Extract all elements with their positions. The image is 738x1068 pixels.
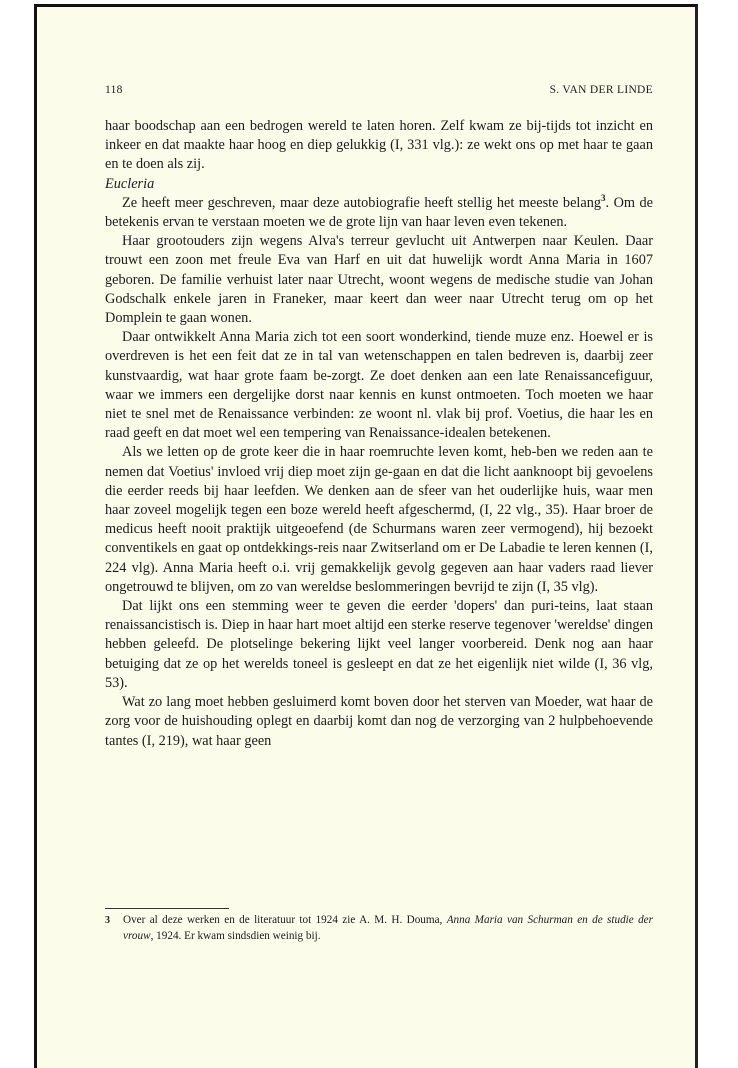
section-heading: Eucleria bbox=[105, 175, 155, 192]
paragraph: Dat lijkt ons een stemming weer te geven die eerder 'dopers' dan puri-teins, laat staan renaissancistisch is. Diep in haar hart moet altijd een sterke reserve tegenover 'wereldse' dingen hebben geleefd. De plotselinge bekering lijkt veel langer voorbereid. Denk nog aan haar betuiging dat ze op het werelds toneel is gesleept en dat ze het eigenlijk niet wilde (I, 36 vlg, 53). bbox=[105, 598, 653, 691]
paragraph: Wat zo lang moet hebben gesluimerd komt boven door het sterven van Moeder, wat haar de zorg voor de huishouding oplegt en daarbij komt dan nog de verzorging van 2 hulpbehoevende tantes (I, 219), wat haar geen bbox=[105, 694, 653, 749]
footnote bbox=[105, 913, 653, 944]
paragraph bbox=[105, 194, 653, 232]
footnote-text: , 1924. Er kwam sindsdien weinig bij. bbox=[150, 929, 321, 942]
paragraph-continuation: haar boodschap aan een bedrogen wereld te laten horen. Zelf kwam ze bij-tijds tot inzicht en inkeer en dat maakte haar hoog en diep gelukkig (I, 331 vlg.): ze wekt ons op met haar te gaan en te doen als zij. bbox=[105, 118, 653, 173]
page-number: 118 bbox=[105, 84, 123, 96]
paragraph-text: . Om de betekenis ervan te verstaan moeten we de grote lijn van haar leven even tekenen. bbox=[105, 194, 653, 231]
footnote-reference: 3 bbox=[601, 193, 606, 204]
paragraph-text: Ze heeft meer geschreven, maar deze autobiografie heeft stellig het meeste belang bbox=[122, 194, 602, 211]
footnote-book-title: Anna Maria van Schurman en de studie der vrouw bbox=[123, 914, 654, 942]
body-text bbox=[105, 117, 653, 751]
running-title: S. VAN DER LINDE bbox=[549, 84, 653, 96]
footnote-text: Over al deze werken en de literatuur tot 1924 zie A. M. H. Douma, bbox=[123, 914, 447, 926]
paragraph: Haar grootouders zijn wegens Alva's terreur gevlucht uit Antwerpen naar Keulen. Daar trouwt een zoon met freule Eva van Harf en uit dat huwelijk wordt Anna Maria in 1607 geboren. De familie verhuist later naar Utrecht, woont wegens de medische studie van Johan Godschalk enkele jaren in Franeker, maar keert dan weer naar Utrecht terug om op het Domplein te gaan wonen. bbox=[105, 233, 653, 327]
footnote-marker: 3 bbox=[105, 915, 110, 926]
paragraph: Daar ontwikkelt Anna Maria zich tot een soort wonderkind, tiende muze enz. Hoewel er is overdreven is het een feit dat ze in tal van wetenschappen en talen bedreven is, daarbij zeer kunstvaardig, wat haar grote faam be-zorgt. Ze doet denken aan een late Renaissancefiguur, waar we immers een dergelijke dorst naar kennis en kunst ontmoeten. Toch moeten we haar niet te snel met de Renaissance verbinden: ze woont nl. vlak bij prof. Voetius, die haar les en raad geeft en dat moet wel een tempering van Renaissance-idealen betekenen. bbox=[105, 329, 653, 442]
paragraph: Als we letten op de grote keer die in haar roemruchte leven komt, heb-ben we reden aan te nemen dat Voetius' invloed vrij diep moet zijn ge-gaan en dat die licht aanknoopt bij gevoelens die eerder reeds bij haar leefden. We denken aan de sfeer van het ouderlijke huis, waar men haar zoveel mogelijk tegen een boze wereld heeft afgeschermd, (I, 22 vlg., 35). Haar broer de medicus heeft nooit praktijk uitgeoefend (de Schurmans waren zeer vermogend), hij bezoekt conventikels en gaat op ontdekkings-reis naar Zwitserland om er De Labadie te leren kennen (I, 224 vlg). Anna Maria heeft o.i. vrij gemakkelijk gevolg gegeven aan haar vaders raad liever ongetrouwd te blijven, om zo van wereldse beslommeringen bevrijd te zijn (I, 35 vlg). bbox=[105, 444, 653, 595]
running-header bbox=[105, 84, 653, 100]
footnote-divider bbox=[105, 908, 229, 909]
